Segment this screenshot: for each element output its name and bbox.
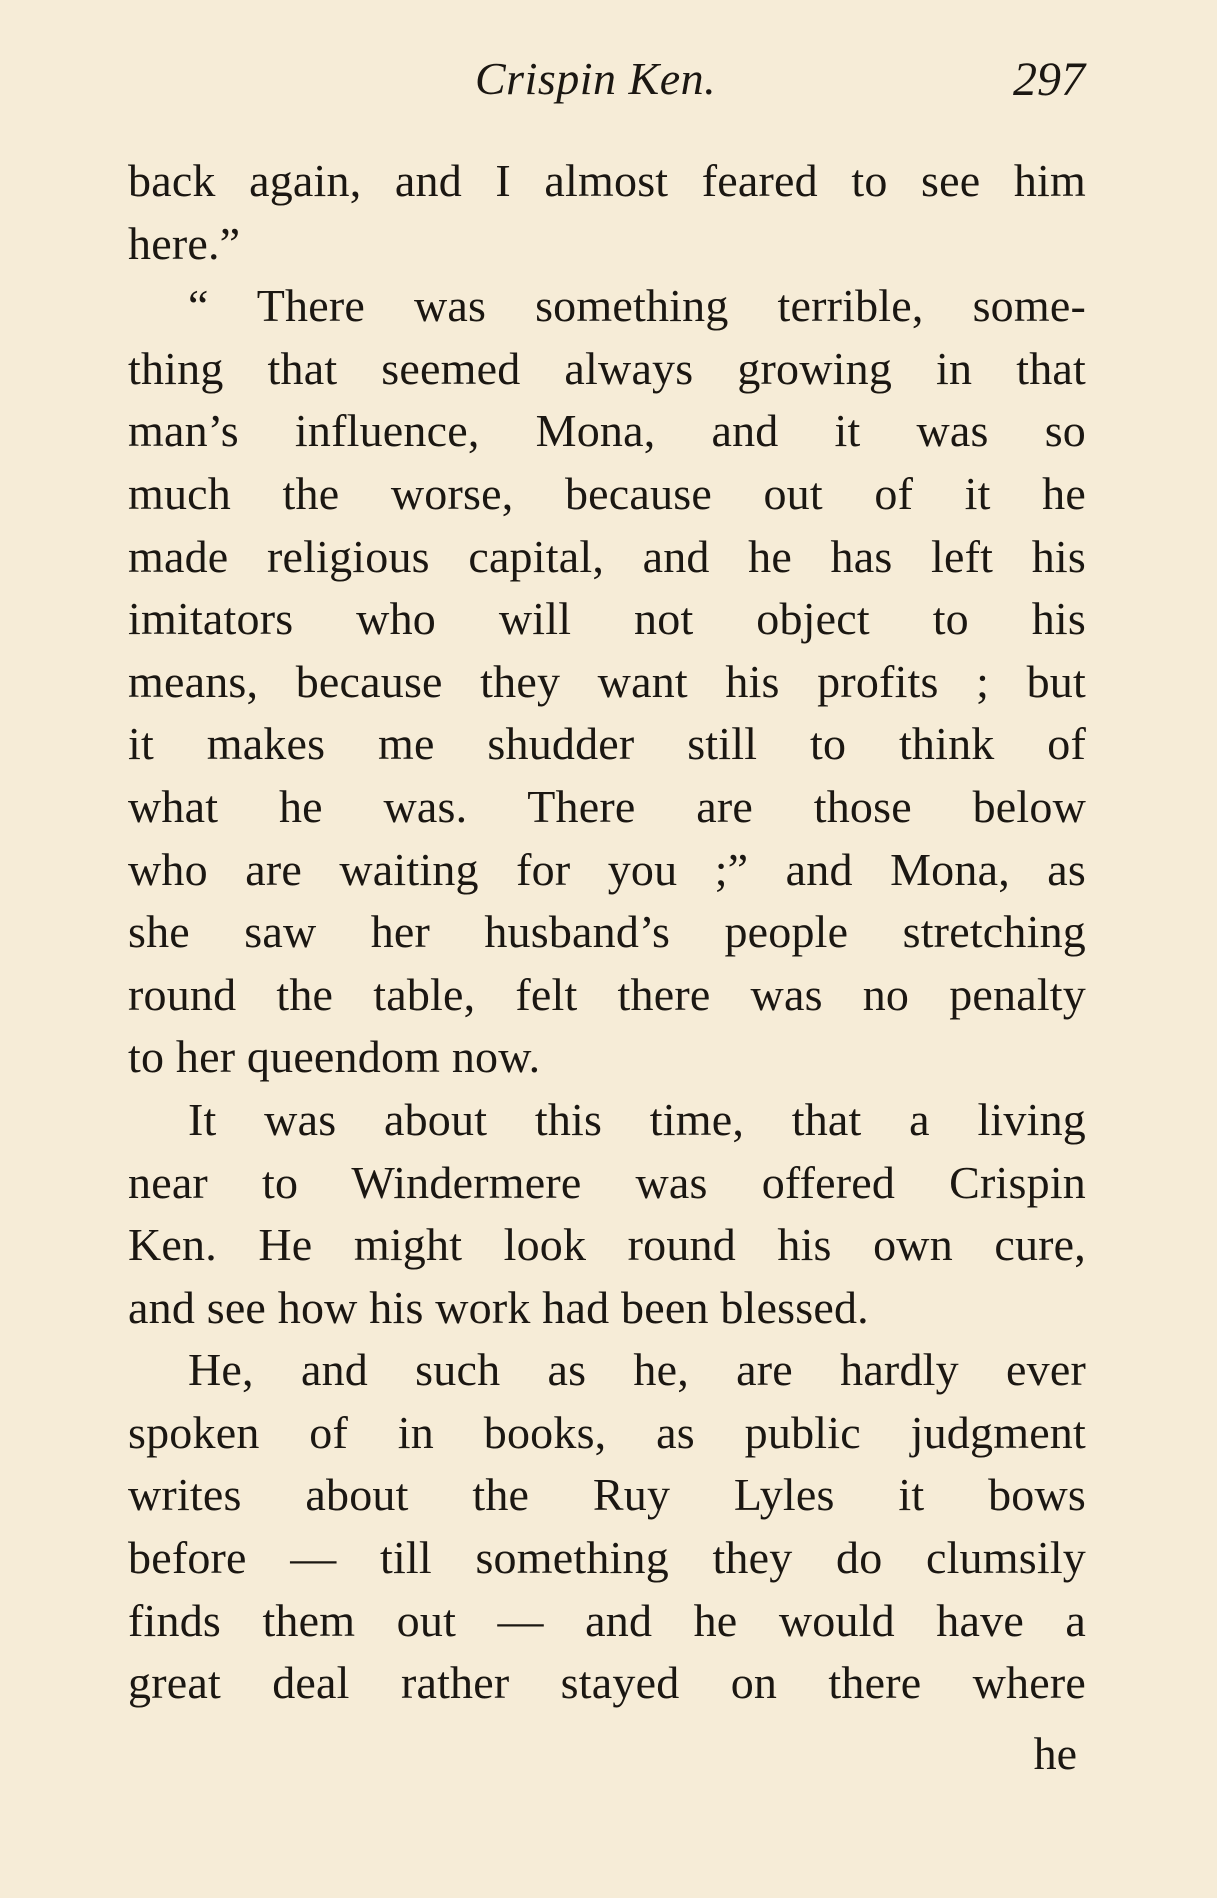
text-line: it makes me shudder still to think of (128, 718, 1086, 770)
text-line: back again, and I almost feared to see him (128, 155, 1086, 206)
text-line: great deal rather stayed on there where (128, 1657, 1086, 1709)
text-line: He, and such as he, are hardly ever (188, 1344, 1086, 1396)
running-title: Crispin Ken. (475, 53, 717, 104)
text-line: much the worse, because out of it he (128, 467, 1086, 519)
text-line: here.” (128, 217, 241, 269)
text-line: writes about the Ruy Lyles it bows (128, 1469, 1086, 1521)
body-text (128, 150, 1086, 1715)
text-line: man’s influence, Mona, and it was so (128, 405, 1086, 457)
page-number: 297 (1013, 53, 1085, 106)
catchword: he (1033, 1728, 1077, 1779)
text-line: before — till something they do clumsily (128, 1532, 1086, 1584)
text-line: means, because they want his profits ; but (128, 655, 1086, 707)
text-line: near to Windermere was offered Crispin (128, 1156, 1086, 1208)
text-line: Ken. He might look round his own cure, (128, 1219, 1086, 1271)
text-line: “ There was something terrible, some- (188, 280, 1086, 332)
text-line: what he was. There are those below (128, 780, 1086, 832)
text-line: finds them out — and he would have a (128, 1594, 1086, 1646)
text-line: and see how his work had been blessed. (128, 1281, 869, 1333)
text-line: made religious capital, and he has left his (128, 530, 1086, 582)
text-line: to her queendom now. (128, 1031, 541, 1083)
text-line: thing that seemed always growing in that (128, 342, 1086, 394)
text-line: round the table, felt there was no penalty (128, 968, 1086, 1020)
text-line: imitators who will not object to his (128, 593, 1086, 645)
text-line: It was about this time, that a living (188, 1093, 1086, 1145)
text-line: she saw her husband’s people stretching (128, 906, 1086, 958)
text-line: spoken of in books, as public judgment (128, 1406, 1086, 1458)
page-header (0, 44, 1217, 114)
text-line: who are waiting for you ;” and Mona, as (128, 843, 1086, 895)
